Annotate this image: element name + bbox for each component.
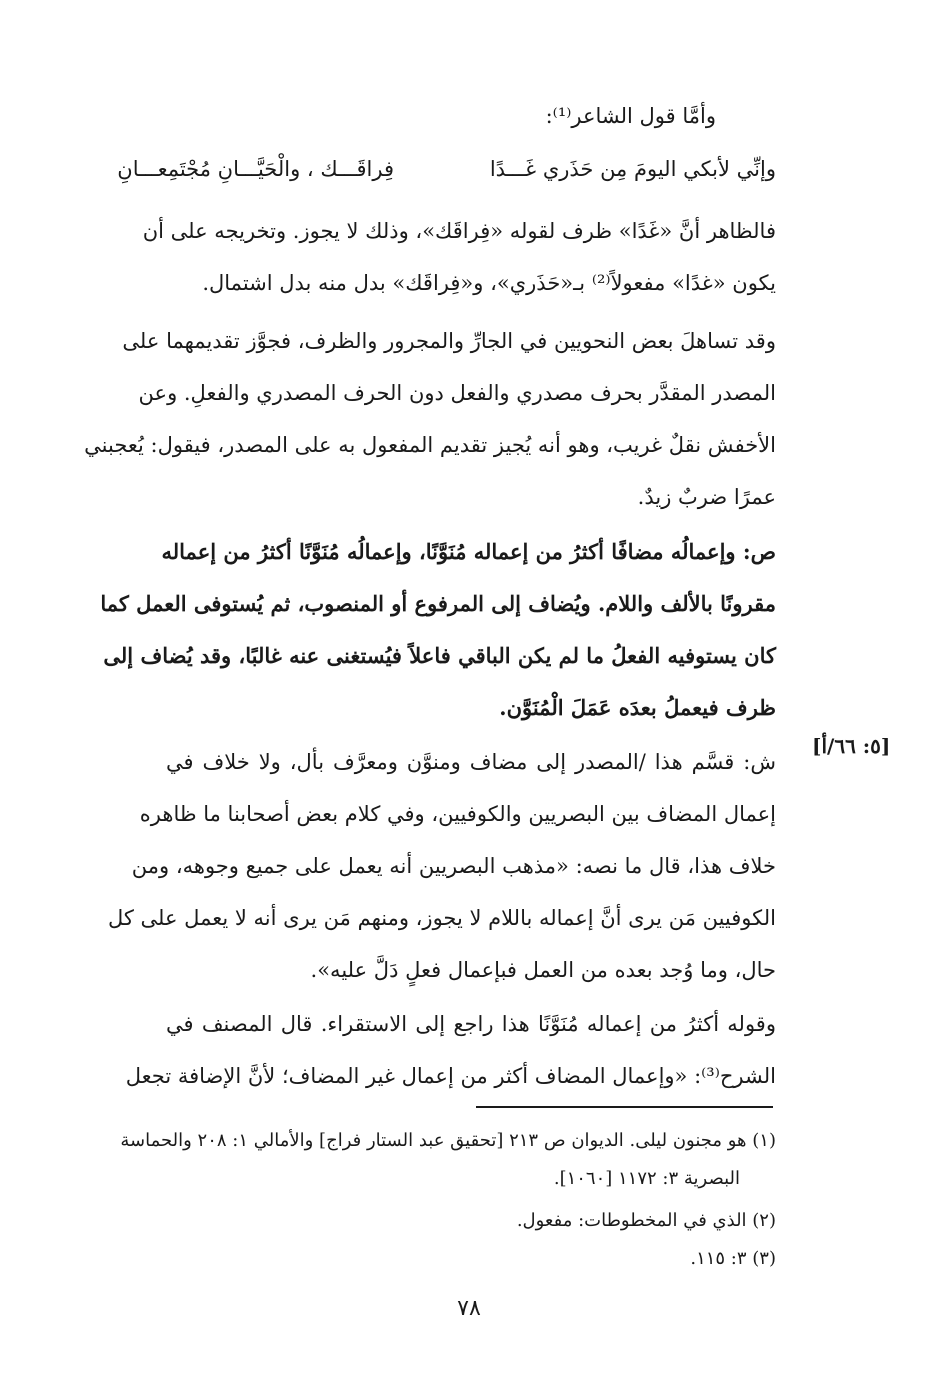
footnote: (٢) الذي في المخطوطات: مفعول. [516, 1210, 776, 1231]
text-line: المصدر المقدَّر بحرف مصدري والفعل دون الحرف المصدري والفعلِ. وعن [138, 381, 776, 405]
footnote: (١) هو مجنون ليلى. الديوان ص ٢١٣ [تحقيق عبد الستار فراج] والأمالي ١: ٢٠٨ والحماسة [120, 1130, 776, 1151]
text-line: خلاف هذا، قال ما نصه: «مذهب البصريين أنه يعمل على جميع وجوهه، ومن [131, 854, 776, 878]
text-line: الشرح⁽³⁾: «وإعمال المضاف أكثر من إعمال غير المضاف؛ لأنَّ الإضافة تجعل [125, 1064, 776, 1088]
text-line: حال، وما وُجد بعده من العمل فبإعمال فعلٍ دَلَّ عليه». [310, 958, 776, 982]
footnote-separator [476, 1106, 773, 1108]
verse-first-hemistich: وإنِّي لأبكي اليومَ مِن حَذَري غَـــدًا [489, 157, 776, 181]
verse-second-hemistich: فِراقَـــك ، والْحَيَّـــانِ مُجْتَمِعـــانِ [117, 157, 394, 181]
intro-line: وأمَّا قول الشاعر⁽¹⁾: [545, 104, 716, 128]
matn-line: مقرونًا بالألف واللام. ويُضاف إلى المرفوع أو المنصوب، ثم يُستوفى العمل كما [100, 591, 776, 616]
footnote: (٣) ٣: ١١٥. [690, 1248, 776, 1269]
matn-line: ص: وإعمالُه مضافًا أكثرُ من إعماله مُنَوَّنًا، وإعمالُه مُنَوَّنًا أكثرُ من إعماله [161, 539, 776, 564]
text-line: ش: قسَّم هذا /المصدر إلى مضاف ومنوَّن ومعرَّف بأل، ولا خلاف في [166, 750, 776, 774]
matn-line: ظرف فيعملُ بعدَه عَمَلَ الْمُنَوَّن. [499, 695, 776, 720]
page-number: ٧٨ [457, 1296, 481, 1321]
text-line: وقوله أكثرُ من إعماله مُنَوَّنًا هذا راجع إلى الاستقراء. قال المصنف في [166, 1012, 776, 1036]
text-line: إعمال المضاف بين البصريين والكوفيين، وفي كلام بعض أصحابنا ما ظاهره [139, 802, 776, 826]
text-line: يكون «غدًا» مفعولاً⁽²⁾ بـ«حَذَري»، و«فِراقَك» بدل منه بدل اشتمال. [202, 271, 776, 295]
text-line: الكوفيين مَن يرى أنَّ إعماله باللام لا يجوز، ومنهم مَن يرى أنه لا يعمل على كل [107, 906, 776, 930]
matn-line: كان يستوفيه الفعلُ ما لم يكن الباقي فاعلاً فيُستغنى عنه غالبًا، وقد يُضاف إلى [103, 643, 776, 668]
text-line: وقد تساهلَ بعض النحويين في الجارِّ والمجرور والظرف، فجوَّز تقديمهما على [122, 329, 776, 353]
footnote-continuation: البصرية ٣: ١١٧٢ [١٠٦٠]. [553, 1168, 740, 1189]
text-line: فالظاهر أنَّ «غَدًا» ظرف لقوله «فِراقَك»، وذلك لا يجوز. وتخريجه على أن [142, 219, 776, 243]
text-line: عمرًا ضربٌ زيدٌ. [637, 485, 776, 509]
text-line: الأخفش نقلٌ غريب، وهو أنه يُجيز تقديم المفعول به على المصدر، فيقول: يُعجبني [84, 433, 776, 457]
manuscript-marginal-reference: [٥: ٦٦/أ] [812, 734, 891, 758]
